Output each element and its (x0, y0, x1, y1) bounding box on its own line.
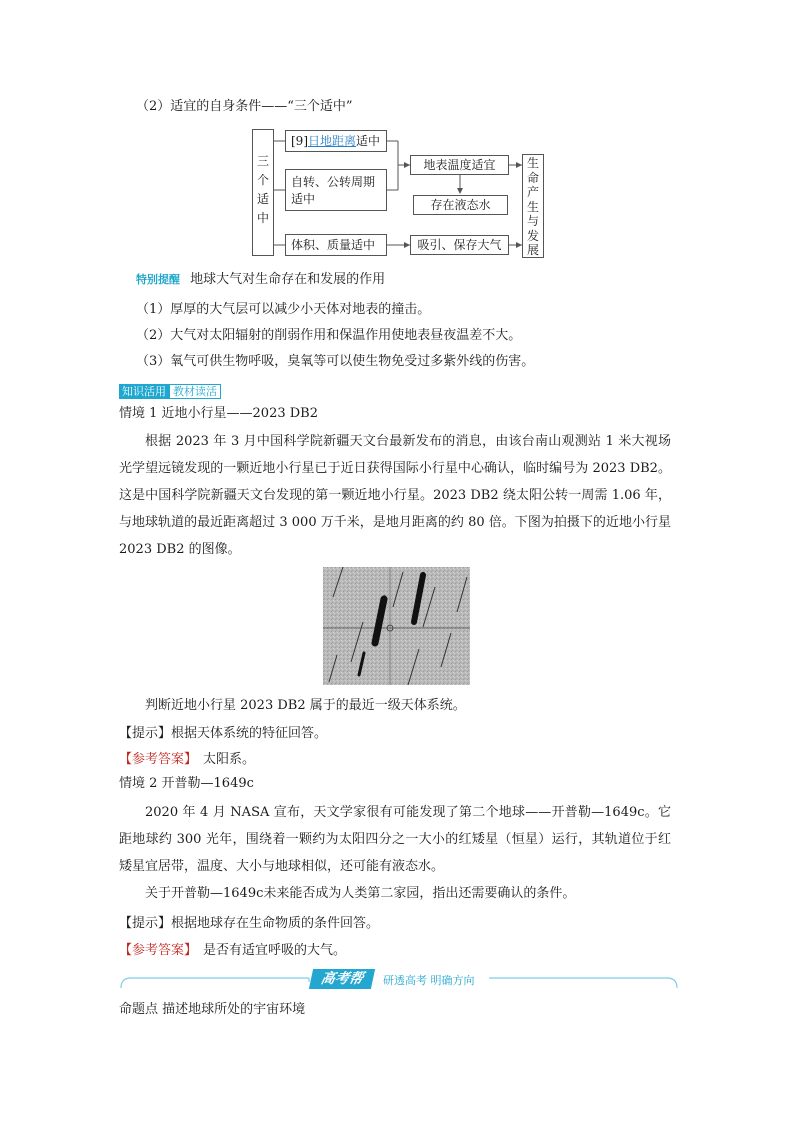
case2-hint: 【提示】根据地球存在生命物质的条件回答。 (119, 916, 380, 931)
case2-paragraph: 2020 年 4 月 NASA 宣布，天文学家很有可能发现了第二个地球——开普勒—1649c。它距地球约 300 光年，围绕着一颗约为太阳四分之一大小的红矮星（恒星）运行，其轨道位于红矮星宜居带，温度、大小与地球相似，还可能有液态水。 (119, 805, 671, 874)
rotation-period-box: 自转、公转周期适中 (285, 169, 387, 211)
case1-title: 情境 1 近地小行星——2023 DB2 (119, 406, 318, 421)
proposition-point: 命题点 描述地球所处的宇宙环境 (119, 1002, 306, 1017)
section-title: （2）适宜的自身条件——“三个适中” (136, 99, 353, 114)
volume-mass-box: 体积、质量适中 (285, 234, 387, 256)
case1-paragraph: 根据 2023 年 3 月中国科学院新疆天文台最新发布的消息，由该台南山观测站 1 米大视场光学望远镜发现的一颗近地小行星已于近日获得国际小行星中心确认，临时编号为 2023 DB2。这是中国科学院新疆天文台发现的第一颗近地小行星。2023 DB2 绕太阳公转一周需 1.06 年，与地球轨道的最近距离超过 3 000 万千米，是地月距离的约 80 倍。下图为拍摄下的近地小行星 2023 DB2 的图像。 (119, 434, 671, 557)
life-development-label: 生 命 产 生 与 发 展 (522, 154, 544, 258)
tip-item: （3）氧气可供生物呼吸，臭氧等可以使生物免受过多紫外线的伤害。 (136, 354, 535, 369)
case2-title: 情境 2 开普勒—1649c (119, 776, 254, 791)
case2-question: 关于开普勒—1649c未来能否成为人类第二家园，指出还需要确认的条件。 (145, 886, 576, 901)
tip-title: 地球大气对生命存在和发展的作用 (190, 272, 386, 287)
tip-item: （1）厚厚的大气层可以减少小天体对地表的撞击。 (136, 302, 431, 317)
tip-heading (136, 271, 385, 289)
diagram-connectors (0, 0, 794, 270)
textbook-read-tag: 教材读活 (169, 384, 221, 399)
surface-temperature-box: 地表温度适宜 (410, 155, 509, 175)
tip-label: 特别提醒 (136, 273, 180, 286)
liquid-water-box: 存在液态水 (413, 195, 508, 215)
gaokao-subtitle: 研透高考 明确方向 (383, 974, 475, 987)
case1-hint: 【提示】根据天体系统的特征回答。 (119, 726, 328, 741)
case1-question: 判断近地小行星 2023 DB2 属于的最近一级天体系统。 (145, 698, 466, 713)
tip-item: （2）大气对太阳辐射的削弱作用和保温作用使地表昼夜温差不大。 (136, 328, 522, 343)
atmosphere-box: 吸引、保存大气 (410, 235, 509, 255)
apply-tags (119, 380, 221, 399)
case1-answer: 【参考答案】 太阳系。 (119, 752, 256, 767)
three-moderate-label: 三 个 适 中 (252, 129, 274, 256)
case2-answer: 【参考答案】 是否有适宜呼吸的大气。 (119, 943, 347, 958)
asteroid-image (323, 567, 470, 685)
knowledge-apply-tag: 知识活用 (119, 384, 169, 399)
sun-earth-distance-link[interactable]: 日地距离 (308, 134, 357, 148)
sun-earth-distance-box: [9]日地距离适中 (285, 130, 387, 152)
gaokao-badge: 高考帮 (309, 969, 375, 989)
